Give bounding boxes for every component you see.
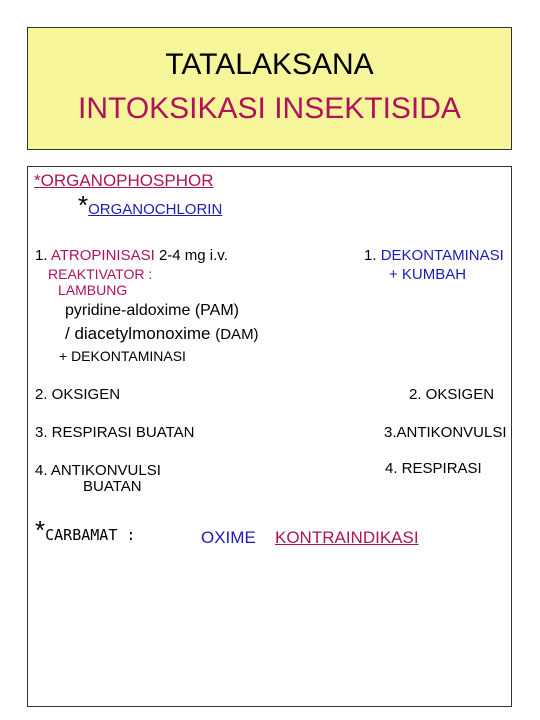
lambung-label: LAMBUNG [58, 282, 128, 298]
dam-abbrev: (DAM) [215, 326, 259, 343]
organophosphor-heading: *ORGANOPHOSPHOR [34, 171, 214, 190]
dekontaminasi-word: DEKONTAMINASI [380, 247, 504, 264]
left-item-4-line-1: 4. ANTIKONVULSI [35, 462, 161, 479]
organochlorin-heading [78, 192, 222, 218]
organochlorin-star: * [78, 190, 89, 220]
kumbah-label: + KUMBAH [389, 266, 467, 283]
title-line-1: TATALAKSANA [165, 48, 374, 81]
oxime-label: OXIME [201, 528, 256, 547]
content-box [27, 166, 512, 707]
atropinisasi-line [35, 248, 228, 263]
left-item-3: 3. RESPIRASI BUATAN [35, 424, 195, 441]
carbamat-star: * [35, 515, 46, 545]
pam-text: pyridine-aldoxime (PAM) [65, 302, 239, 319]
carbamat-line [35, 517, 135, 543]
right-item-2: 2. OKSIGEN [409, 386, 495, 403]
atropinisasi-word: ATROPINISASI [50, 247, 155, 264]
dekontaminasi-note: + DEKONTAMINASI [59, 348, 186, 364]
title-box [27, 27, 512, 150]
reaktivator-label: REAKTIVATOR : [48, 266, 153, 282]
atropinisasi-dose: 2-4 mg i.v. [154, 247, 228, 264]
left-item-4-line-2: BUATAN [83, 478, 142, 495]
kontraindikasi-label: KONTRAINDIKASI [275, 528, 419, 547]
title-line-2: INTOKSIKASI INSEKTISIDA [78, 92, 461, 125]
dam-text: / diacetylmonoxime [65, 324, 216, 343]
dam-line [65, 325, 259, 343]
organochlorin-label: ORGANOCHLORIN [88, 201, 223, 218]
dekontaminasi-num: 1. [364, 247, 381, 264]
atropinisasi-num: 1. [35, 247, 51, 264]
left-item-2: 2. OKSIGEN [35, 386, 121, 403]
carbamat-label: CARBAMAT : [45, 526, 136, 544]
dekontaminasi-line [364, 248, 504, 263]
right-item-4: 4. RESPIRASI [385, 460, 482, 477]
right-item-3: 3.ANTIKONVULSI [384, 424, 507, 441]
